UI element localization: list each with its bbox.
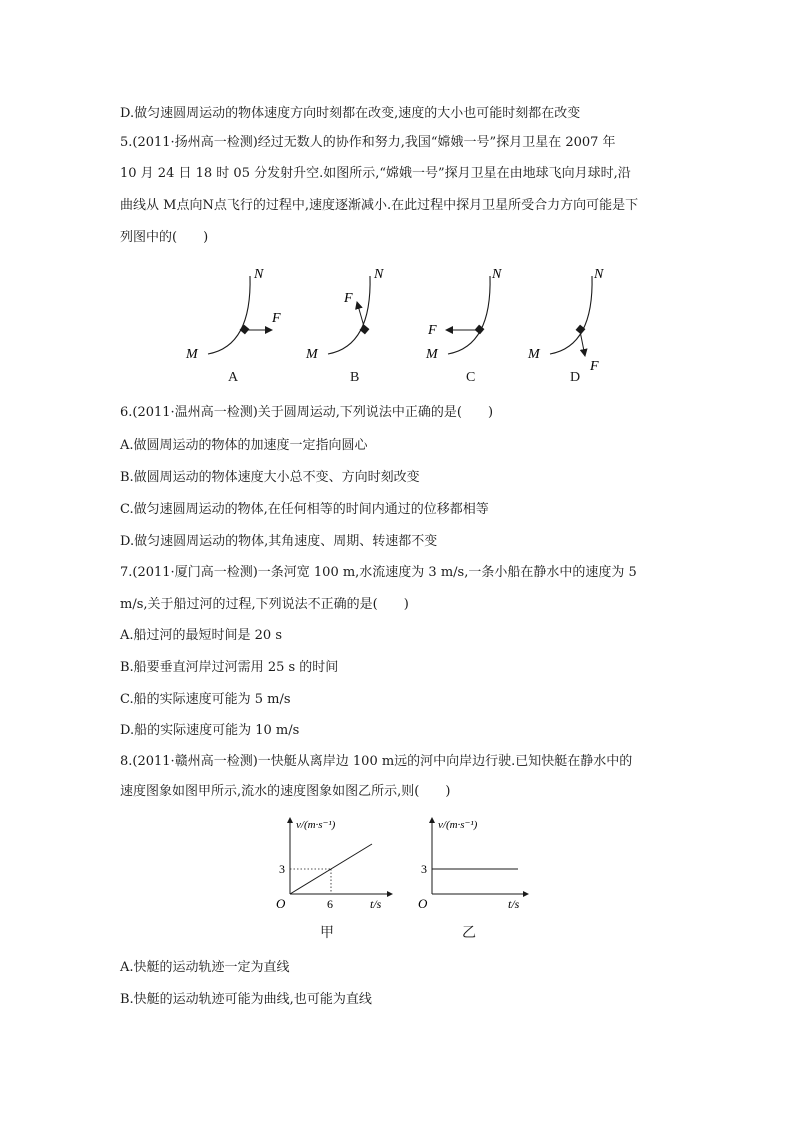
point-m-label: M	[186, 347, 198, 362]
figure-b-label: B	[350, 370, 360, 385]
force-label: F	[272, 311, 281, 326]
q5-stem-line-1: 5.(2011·扬州高一检测)经过无数人的协作和努力,我国“嫦娥一号”探月卫星在 2007 年	[120, 135, 616, 150]
q5-stem-line-3: 曲线从 M点向N点飞行的过程中,速度逐渐减小.在此过程中探月卫星所受合力方向可能是下	[120, 198, 639, 213]
q8-stem-line-2	[120, 782, 450, 802]
q7-option-b: B.船要垂直河岸过河需用 25 s 的时间	[120, 660, 339, 675]
q5-stem-line-4	[120, 228, 208, 248]
q8-stem-close-paren: )	[445, 784, 451, 799]
velocity-graph-yi	[410, 812, 540, 922]
force-label: F	[344, 291, 353, 306]
origin-label: O	[418, 896, 428, 911]
trajectory-diagram-b	[300, 262, 410, 372]
graph-jia-caption: 甲	[320, 926, 334, 941]
point-m-label: M	[306, 347, 318, 362]
q6-option-a: A.做圆周运动的物体的加速度一定指向圆心	[120, 438, 368, 453]
point-n-label: N	[254, 267, 264, 282]
trajectory-diagram-a	[180, 262, 290, 372]
q7-stem-line-2	[120, 595, 409, 615]
x-tick-label: 6	[327, 897, 333, 911]
trajectory-curve	[448, 276, 490, 354]
q7-stem-text: m/s,关于船过河的过程,下列说法不正确的是(	[120, 597, 378, 612]
x-axis-label: t/s	[508, 897, 520, 911]
force-arrow	[580, 331, 585, 356]
q5-figure-b	[300, 262, 410, 372]
graph-yi-svg	[410, 812, 540, 922]
q8-option-a: A.快艇的运动轨迹一定为直线	[120, 960, 290, 975]
q7-option-c: C.船的实际速度可能为 5 m/s	[120, 692, 291, 707]
q8-stem-line-1: 8.(2011·赣州高一检测)一快艇从离岸边 100 m远的河中向岸边行驶.已知快艇在静水中的	[120, 754, 633, 769]
q6-option-b: B.做圆周运动的物体速度大小总不变、方向时刻改变	[120, 470, 420, 485]
trajectory-diagram-d	[522, 262, 632, 372]
q6-option-d: D.做匀速圆周运动的物体,其角速度、周期、转速都不变	[120, 534, 438, 549]
q6-option-c: C.做匀速圆周运动的物体,在任何相等的时间内通过的位移都相等	[120, 502, 489, 517]
q8-option-b: B.快艇的运动轨迹可能为曲线,也可能为直线	[120, 992, 372, 1007]
figure-a-label: A	[228, 370, 239, 385]
origin-label: O	[276, 896, 286, 911]
y-tick-label: 3	[279, 862, 285, 876]
q6-stem-text: 6.(2011·温州高一检测)关于圆周运动,下列说法中正确的是(	[120, 405, 462, 420]
q5-stem-line-2: 10 月 24 日 18 时 05 分发射升空.如图所示,“嫦娥一号”探月卫星在由地球飞向月球时,沿	[120, 166, 631, 181]
graph-jia-svg	[270, 812, 400, 922]
q7-option-a: A.船过河的最短时间是 20 s	[120, 628, 282, 643]
q5-stem-text: 列图中的(	[120, 230, 178, 245]
point-m-label: M	[426, 347, 438, 362]
x-axis-label: t/s	[370, 897, 382, 911]
trajectory-curve	[550, 276, 592, 354]
y-axis-label: v/(m·s⁻¹)	[296, 819, 336, 831]
q7-stem-line-1: 7.(2011·厦门高一检测)一条河宽 100 m,水流速度为 3 m/s,一条小船在静水中的速度为 5	[120, 565, 637, 580]
q5-figure-a	[180, 262, 290, 372]
q8-stem-text: 速度图象如图甲所示,流水的速度图象如图乙所示,则(	[120, 784, 420, 799]
force-arrow	[357, 302, 365, 330]
figure-d-label: D	[570, 370, 581, 385]
q6-stem-close-paren: )	[487, 405, 494, 420]
trajectory-curve	[328, 276, 370, 354]
point-n-label: N	[374, 267, 384, 282]
trajectory-curve	[208, 276, 250, 354]
q7-stem-close-paren: )	[403, 597, 409, 612]
point-m-label: M	[528, 347, 540, 362]
q7-option-d: D.船的实际速度可能为 10 m/s	[120, 723, 300, 738]
trajectory-diagram-c	[420, 262, 530, 372]
graph-yi-caption: 乙	[462, 926, 476, 941]
q4-option-d: D.做匀速圆周运动的物体速度方向时刻都在改变,速度的大小也可能时刻都在改变	[120, 106, 581, 121]
point-n-label: N	[492, 267, 502, 282]
q5-figure-c	[420, 262, 530, 372]
q5-figure-d	[522, 262, 632, 372]
force-label: F	[590, 359, 599, 372]
force-label: F	[428, 323, 437, 338]
y-axis-label: v/(m·s⁻¹)	[438, 819, 478, 831]
q6-stem	[120, 403, 493, 423]
figure-c-label: C	[466, 370, 476, 385]
y-tick-label: 3	[421, 862, 427, 876]
point-n-label: N	[594, 267, 604, 282]
velocity-graph-jia	[270, 812, 400, 922]
q5-stem-close-paren: )	[203, 230, 209, 245]
